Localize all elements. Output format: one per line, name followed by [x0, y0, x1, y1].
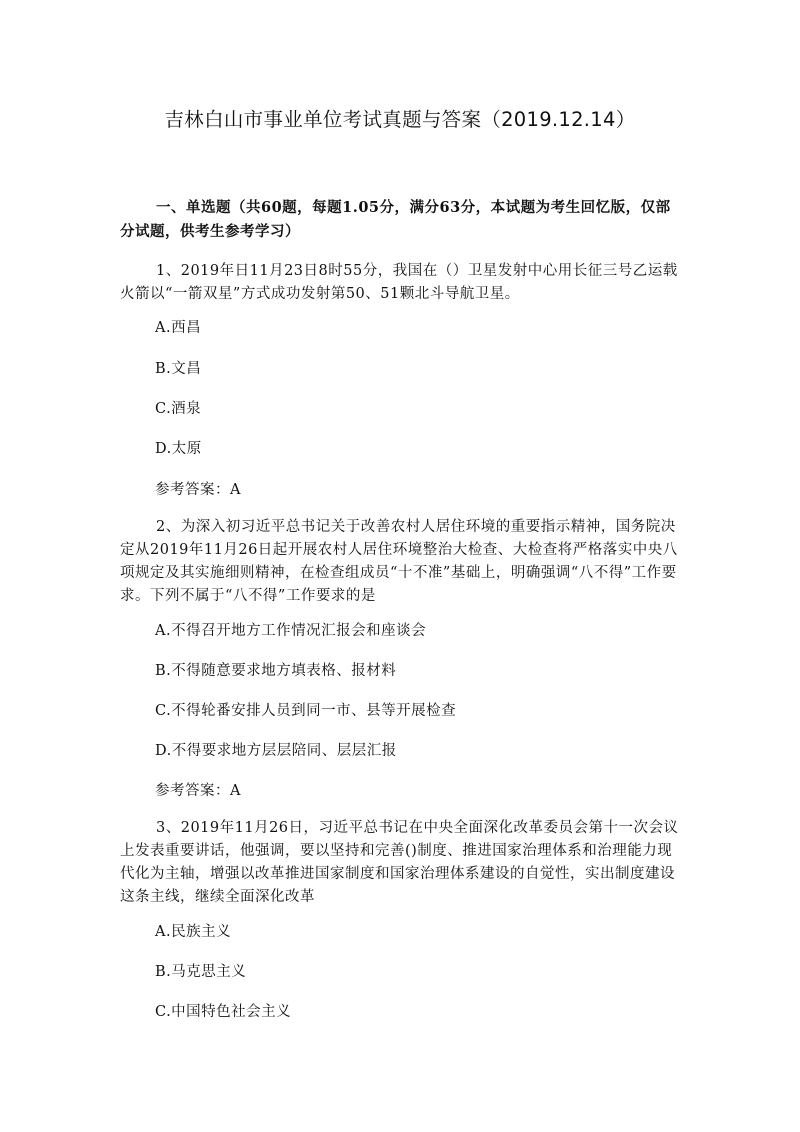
question-2-option-a: A.不得召开地方工作情况汇报会和座谈会: [155, 623, 427, 639]
question-3-option-c: C.中国特色社会主义: [155, 1004, 292, 1020]
question-1-option-b: B.文昌: [155, 361, 202, 377]
question-3-stem: 3、2019年11月26日，习近平总书记在中央全面深化改革委员会第十一次会议上发表重要讲话，他强调，要以坚持和完善()制度、推进国家治理体系和治理能力现代化为主轴，增强以改革推进国家制度和国家治理体系建设的自觉性，实出制度建设这条主线，继续全面深化改革: [120, 820, 679, 905]
question-2-option-b: B.不得随意要求地方填表格、报材料: [155, 663, 397, 679]
question-2-answer: 参考答案：A: [155, 783, 241, 799]
question-2-stem: 2、为深入初习近平总书记关于改善农村人居住环境的重要指示精神，国务院决定从2019年11月26日起开展农村人居住环境整治大检查、大检查将严格落实中央八项规定及其实施细则精神，在检查组成员“十不准”基础上，明确强调“八不得”工作要求。下列不属于“八不得”工作要求的是: [120, 519, 678, 604]
question-1-answer: 参考答案：A: [155, 482, 241, 498]
question-1-option-a: A.西昌: [155, 320, 202, 336]
question-3-option-b: B.马克思主义: [155, 964, 247, 980]
section-heading: 一、单选题（共60题，每题1.05分，满分63分，本试题为考生回忆版，仅部分试题，供考生参考学习）: [120, 199, 671, 240]
document-title: 吉林白山市事业单位考试真题与答案（2019.12.14）: [164, 108, 636, 131]
question-1-option-d: D.太原: [155, 441, 202, 457]
question-1-option-c: C.酒泉: [155, 401, 202, 417]
question-2-option-c: C.不得轮番安排人员到同一市、县等开展检查: [155, 703, 457, 719]
question-3-option-a: A.民族主义: [155, 924, 232, 940]
question-2-option-d: D.不得要求地方层层陪同、层层汇报: [155, 743, 397, 759]
question-1-stem: 1、2019年日11月23日8时55分，我国在（）卫星发射中心用长征三号乙运载火箭以“一箭双星”方式成功发射第50、51颗北斗导航卫星。: [120, 263, 678, 302]
